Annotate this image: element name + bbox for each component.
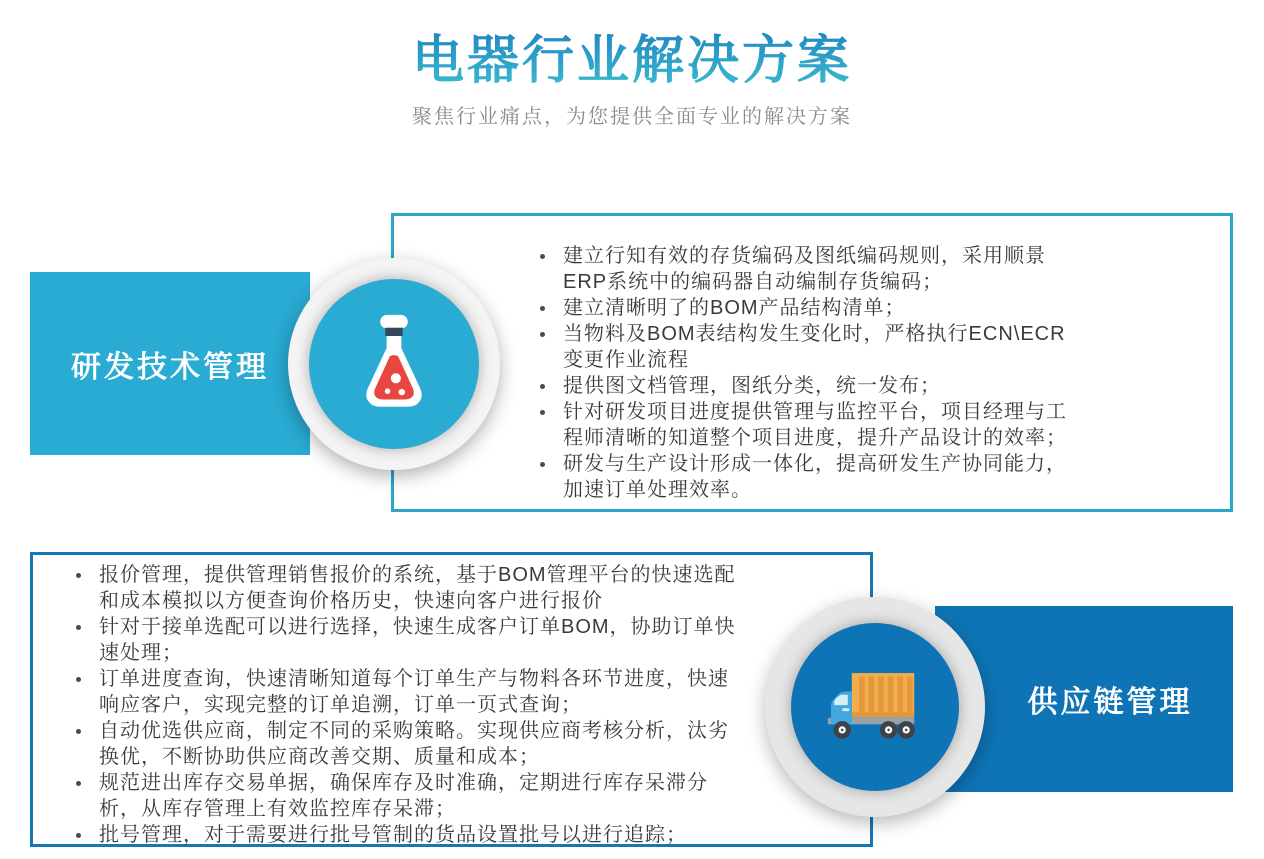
bullet-item: 建立行知有效的存货编码及图纸编码规则，采用顺景ERP系统中的编码器自动编制存货编码； bbox=[530, 243, 1070, 295]
supply-chain-label: 供应链管理 bbox=[1027, 686, 1193, 719]
bullet-item: 自动优选供应商，制定不同的采购策略。实现供应商考核分析，汰劣换优，不断协助供应商改善交期、质量和成本； bbox=[66, 718, 742, 770]
bullet-item: 提供图文档管理，图纸分类，统一发布； bbox=[530, 373, 1070, 399]
rd-management-banner bbox=[30, 272, 310, 455]
bullet-item: 针对研发项目进度提供管理与监控平台，项目经理与工程师清晰的知道整个项目进度，提升产品设计的效率； bbox=[530, 399, 1070, 451]
flask-icon bbox=[348, 313, 440, 416]
bullet-item: 研发与生产设计形成一体化，提高研发生产协同能力，加速订单处理效率。 bbox=[530, 451, 1070, 503]
flask-badge bbox=[288, 258, 500, 470]
bullet-item: 规范进出库存交易单据，确保库存及时准确，定期进行库存呆滞分析，从库存管理上有效监控库存呆滞； bbox=[66, 770, 742, 822]
rd-bullet-list bbox=[530, 243, 1070, 503]
truck-icon bbox=[823, 669, 927, 746]
rd-management-label: 研发技术管理 bbox=[71, 350, 269, 384]
bullet-item: 报价管理，提供管理销售报价的系统，基于BOM管理平台的快速选配和成本模拟以方便查询价格历史，快速向客户进行报价 bbox=[66, 562, 742, 614]
bullet-item: 当物料及BOM表结构发生变化时，严格执行ECN\ECR变更作业流程 bbox=[530, 321, 1070, 373]
truck-badge bbox=[765, 597, 985, 817]
bullet-item: 针对于接单选配可以进行选择，快速生成客户订单BOM，协助订单快速处理； bbox=[66, 614, 742, 666]
bullet-item: 建立清晰明了的BOM产品结构清单； bbox=[530, 295, 1070, 321]
page-title: 电器行业解决方案 bbox=[0, 18, 1264, 93]
supply-chain-bullet-list bbox=[66, 562, 742, 848]
bullet-item: 批号管理，对于需要进行批号管制的货品设置批号以进行追踪； bbox=[66, 822, 742, 848]
page-subtitle: 聚焦行业痛点，为您提供全面专业的解决方案 bbox=[412, 106, 852, 128]
bullet-item: 订单进度查询，快速清晰知道每个订单生产与物料各环节进度，快速响应客户，实现完整的订单追溯，订单一页式查询； bbox=[66, 666, 742, 718]
